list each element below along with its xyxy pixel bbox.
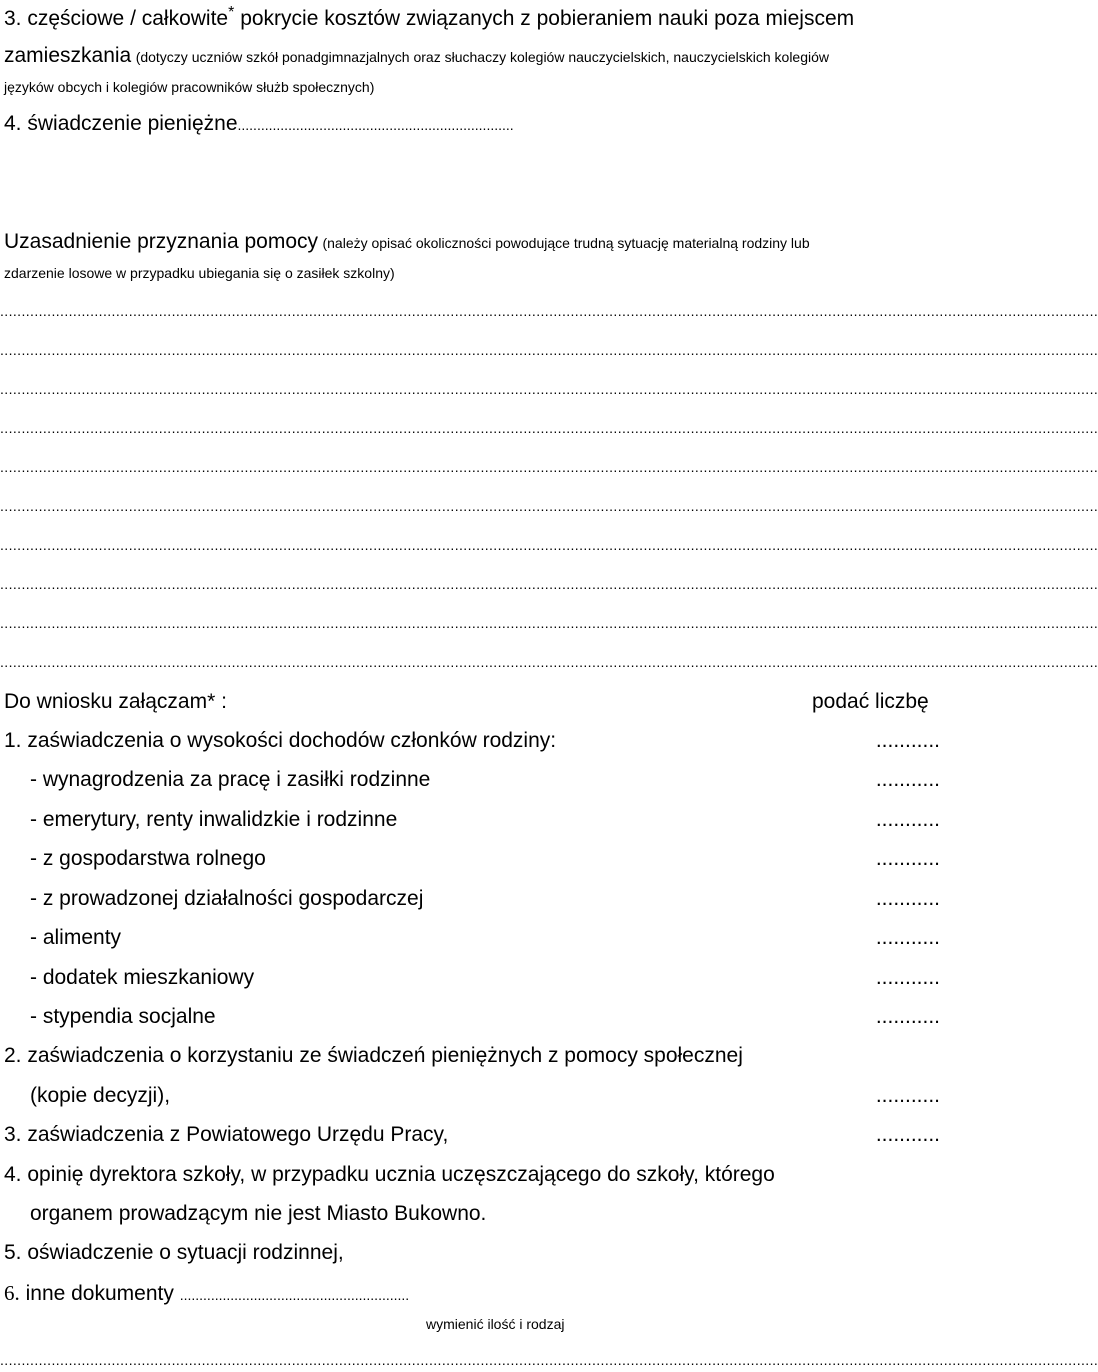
sub-item-label: - z gospodarstwa rolnego <box>30 847 266 870</box>
item-5-number: 5. <box>4 1241 22 1264</box>
sub-item-label: - z prowadzonej działalności gospodarczej <box>30 887 424 910</box>
sub-item-housing <box>0 966 960 994</box>
item-6-label: inne dokumenty <box>25 1282 174 1305</box>
section-3-number: 3. <box>4 7 22 30</box>
count-column-header: podać liczbę <box>812 690 929 713</box>
sub-item-count-field[interactable]: ........... <box>875 1005 940 1028</box>
justification-note-a: (należy opisać okoliczności powodujące trudną sytuację materialną rodziny lub <box>322 235 810 251</box>
justification-line-5[interactable]: ................................................................................................................................................................................................................................................................ <box>0 459 1098 475</box>
asterisk-mark: * <box>228 4 235 21</box>
sub-item-label: - wynagrodzenia za pracę i zasiłki rodzinne <box>30 768 431 791</box>
sub-item-count-field[interactable]: ........... <box>875 926 940 949</box>
attachment-item-2-line-2 <box>0 1084 960 1112</box>
item-4-number: 4. <box>4 1163 22 1186</box>
attachment-item-1 <box>0 729 960 757</box>
justification-line-4[interactable]: ................................................................................................................................................................................................................................................................ <box>0 420 1098 436</box>
attachment-item-3 <box>0 1123 960 1151</box>
sub-item-label: - stypendia socjalne <box>30 1005 216 1028</box>
item-2-label-a: zaświadczenia o korzystaniu ze świadczeń pieniężnych z pomocy społecznej <box>27 1044 743 1067</box>
justification-line-2[interactable]: ................................................................................................................................................................................................................................................................ <box>0 342 1098 358</box>
justification-title: Uzasadnienie przyznania pomocy <box>4 230 319 253</box>
attachments-title: Do wniosku załączam* : <box>4 690 227 713</box>
justification-line-1[interactable]: ................................................................................................................................................................................................................................................................ <box>0 303 1098 319</box>
justification-heading <box>4 230 810 254</box>
attachment-item-2-line-1 <box>4 1044 743 1068</box>
justification-line-3[interactable]: ................................................................................................................................................................................................................................................................ <box>0 381 1098 397</box>
item-4-label-b: organem prowadzącym nie jest Miasto Bukowno. <box>30 1202 487 1225</box>
sub-item-business <box>0 887 960 915</box>
sub-item-wages <box>0 768 960 796</box>
section-4-line <box>4 112 514 136</box>
section-3-line-2 <box>4 44 829 68</box>
justification-line-10[interactable]: ................................................................................................................................................................................................................................................................ <box>0 654 1098 670</box>
section-3-note-a: (dotyczy uczniów szkół ponadgimnazjalnych oraz słuchaczy kolegiów nauczycielskich, nauczycielskich kolegiów <box>135 49 830 65</box>
attachment-item-4-line-1 <box>4 1163 775 1187</box>
justification-line-9[interactable]: ................................................................................................................................................................................................................................................................ <box>0 615 1098 631</box>
sub-item-count-field[interactable]: ........... <box>875 768 940 791</box>
item-1-label: zaświadczenia o wysokości dochodów członków rodziny: <box>27 729 557 752</box>
sub-item-alimony <box>0 926 960 954</box>
section-4-number: 4. <box>4 112 22 135</box>
sub-item-label: - dodatek mieszkaniowy <box>30 966 255 989</box>
item-4-label-a: opinię dyrektora szkoły, w przypadku ucznia uczęszczającego do szkoły, którego <box>27 1163 775 1186</box>
sub-item-label: - alimenty <box>30 926 122 949</box>
sub-item-farm <box>0 847 960 875</box>
other-documents-hint: wymienić ilość i rodzaj <box>426 1316 565 1332</box>
item-2-count-field[interactable]: ........... <box>875 1084 940 1107</box>
sub-item-count-field[interactable]: ........... <box>875 887 940 910</box>
item-1-count-field[interactable]: ........... <box>875 729 940 752</box>
item-6-dots[interactable]: ........................................................... <box>179 1287 410 1303</box>
justification-line-6[interactable]: ................................................................................................................................................................................................................................................................ <box>0 498 1098 514</box>
justification-line-7[interactable]: ................................................................................................................................................................................................................................................................ <box>0 537 1098 553</box>
section-3-text-b: pokrycie kosztów związanych z pobieraniem nauki poza miejscem <box>240 7 855 30</box>
attachment-item-5 <box>4 1241 344 1265</box>
item-3-label: zaświadczenia z Powiatowego Urzędu Pracy, <box>27 1123 449 1146</box>
item-3-number: 3. <box>4 1123 22 1146</box>
item-5-label: oświadczenie o sytuacji rodzinnej, <box>27 1241 344 1264</box>
sub-item-scholarship <box>0 1005 960 1033</box>
item-6-number: 6. <box>4 1281 20 1305</box>
section-3-line-1 <box>4 4 854 31</box>
justification-line-8[interactable]: ................................................................................................................................................................................................................................................................ <box>0 576 1098 592</box>
attachment-item-6 <box>4 1281 409 1306</box>
sub-item-count-field[interactable]: ........... <box>875 966 940 989</box>
item-3-count-field[interactable]: ........... <box>875 1123 940 1146</box>
item-1-number: 1. <box>4 729 22 752</box>
sub-item-count-field[interactable]: ........... <box>875 847 940 870</box>
item-2-label-b: (kopie decyzji), <box>30 1084 171 1107</box>
sub-item-count-field[interactable]: ........... <box>875 808 940 831</box>
section-3-residence: zamieszkania <box>4 44 132 67</box>
item-2-number: 2. <box>4 1044 22 1067</box>
sub-item-pensions <box>0 808 960 836</box>
sub-item-label: - emerytury, renty inwalidzkie i rodzinne <box>30 808 398 831</box>
section-3-note-b: języków obcych i kolegiów pracowników służb społecznych) <box>4 79 375 95</box>
section-4-text: świadczenie pieniężne <box>27 112 238 135</box>
justification-note-b: zdarzenie losowe w przypadku ubiegania się o zasiłek szkolny) <box>4 265 395 281</box>
section-3-text-a: częściowe / całkowite <box>27 7 229 30</box>
section-4-dots: ....................................................................... <box>237 117 514 133</box>
final-dotted-line[interactable]: ................................................................................................................................................................................................................................................................ <box>0 1352 1098 1368</box>
